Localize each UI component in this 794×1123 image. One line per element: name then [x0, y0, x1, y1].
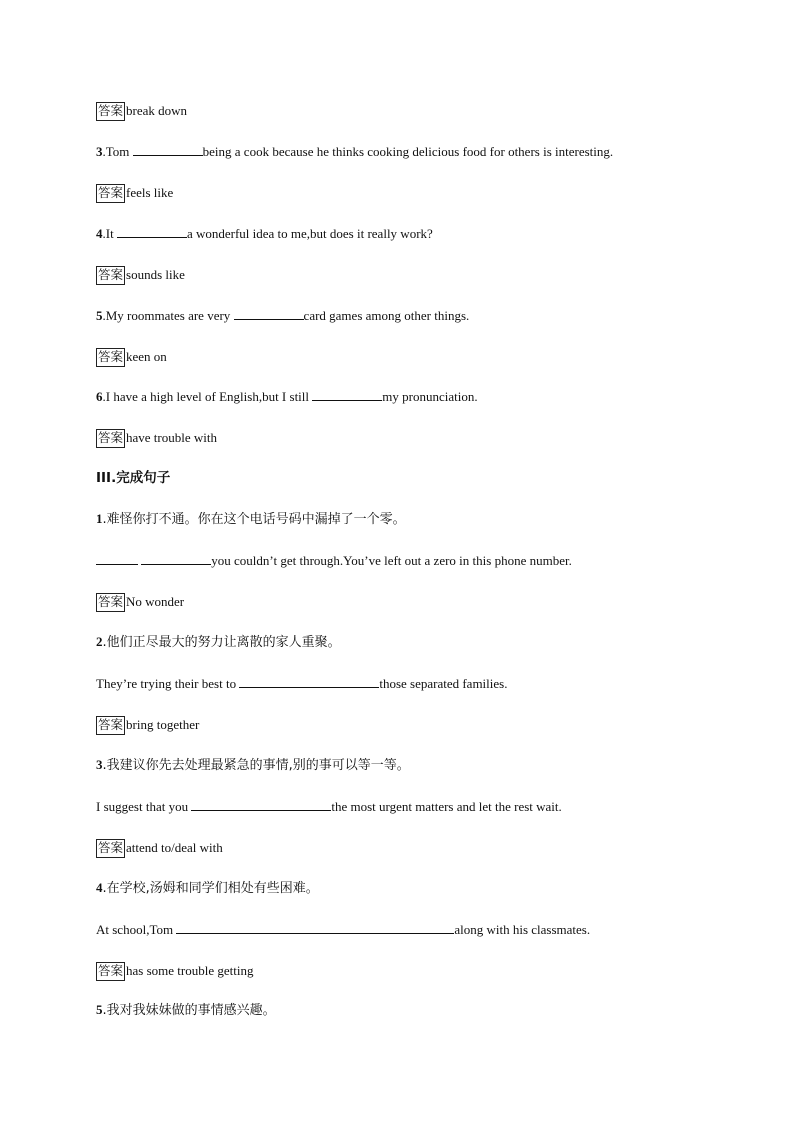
answer-text: break down — [126, 103, 188, 119]
blank — [96, 550, 138, 565]
answer-text: bring together — [126, 717, 200, 733]
answer-line-s2 — [96, 714, 199, 734]
chinese-prompt: .他们正尽最大的努力让离散的家人重聚。 — [102, 635, 341, 650]
question-number: 6 — [96, 389, 103, 404]
chinese-prompt: .我建议你先去处理最紧急的事情,别的事可以等一等。 — [102, 758, 410, 773]
blank — [117, 223, 187, 238]
sentence-4-english — [96, 919, 590, 939]
blank — [141, 550, 211, 565]
sentence-text-after: you couldn’t get through.You’ve left out a zero in this phone number. — [211, 553, 572, 568]
answer-text: No wonder — [126, 594, 185, 610]
answer-text: has some trouble getting — [126, 963, 254, 979]
section-title: III.完成句子 — [96, 470, 171, 486]
answer-line-q3 — [96, 182, 173, 202]
question-number: 4 — [96, 226, 103, 241]
answer-tag: 答案 — [96, 429, 125, 448]
sentence-4-prompt — [96, 878, 319, 898]
sentence-text-before: I suggest that you — [96, 799, 192, 814]
sentence-1-english — [96, 550, 572, 570]
answer-tag: 答案 — [96, 962, 125, 981]
answer-tag: 答案 — [96, 102, 125, 121]
answer-tag: 答案 — [96, 184, 125, 203]
sentence-3-english — [96, 796, 562, 816]
question-text-before: .I have a high level of English,but I still — [102, 389, 313, 404]
blank — [239, 673, 379, 688]
answer-text: attend to/deal with — [126, 840, 223, 856]
question-number: 4 — [96, 880, 103, 895]
sentence-2-english — [96, 673, 507, 693]
answer-tag: 答案 — [96, 593, 125, 612]
sentence-5-prompt — [96, 1000, 276, 1020]
blank — [191, 796, 331, 811]
answer-tag: 答案 — [96, 348, 125, 367]
question-number: 5 — [96, 1002, 103, 1017]
sentence-text-after: along with his classmates. — [454, 922, 591, 937]
question-6 — [96, 386, 478, 406]
sentence-3-prompt — [96, 755, 410, 775]
answer-tag: 答案 — [96, 716, 125, 735]
sentence-text-after: those separated families. — [379, 676, 508, 691]
question-text-after: my pronunciation. — [382, 389, 478, 404]
blank — [312, 386, 382, 401]
blank — [133, 141, 203, 156]
answer-line-s4 — [96, 960, 253, 980]
question-3 — [96, 141, 613, 161]
question-text-before: .Tom — [102, 144, 133, 159]
sentence-text-before: At school,Tom — [96, 922, 177, 937]
question-number: 3 — [96, 144, 103, 159]
answer-line-q6 — [96, 427, 217, 447]
question-5 — [96, 305, 469, 325]
sentence-1-prompt — [96, 509, 406, 529]
sentence-text-after: the most urgent matters and let the rest wait. — [331, 799, 562, 814]
answer-text: have trouble with — [126, 430, 217, 446]
answer-text: sounds like — [126, 267, 185, 283]
sentence-2-prompt — [96, 632, 341, 652]
answer-text: keen on — [126, 349, 167, 365]
sentence-text-before: They’re trying their best to — [96, 676, 240, 691]
answer-line-s3 — [96, 837, 223, 857]
answer-line-q4 — [96, 264, 185, 284]
question-text-after: card games among other things. — [303, 308, 470, 323]
answer-tag: 答案 — [96, 839, 125, 858]
question-number: 5 — [96, 308, 103, 323]
answer-line-q2 — [96, 100, 187, 120]
blank — [176, 919, 454, 934]
question-number: 2 — [96, 634, 103, 649]
question-4 — [96, 223, 433, 243]
answer-line-q5 — [96, 346, 167, 366]
question-text-after: a wonderful idea to me,but does it really work? — [186, 226, 433, 241]
question-text-before: .My roommates are very — [102, 308, 234, 323]
question-text-before: .It — [102, 226, 117, 241]
answer-line-s1 — [96, 591, 184, 611]
chinese-prompt: .我对我妹妹做的事情感兴趣。 — [102, 1003, 276, 1018]
chinese-prompt: .难怪你打不通。你在这个电话号码中漏掉了一个零。 — [102, 512, 406, 527]
question-number: 3 — [96, 757, 103, 772]
question-number: 1 — [96, 511, 103, 526]
answer-tag: 答案 — [96, 266, 125, 285]
chinese-prompt: .在学校,汤姆和同学们相处有些困难。 — [102, 881, 319, 896]
answer-text: feels like — [126, 185, 174, 201]
blank — [234, 305, 304, 320]
question-text-after: being a cook because he thinks cooking delicious food for others is interesting. — [202, 144, 614, 159]
